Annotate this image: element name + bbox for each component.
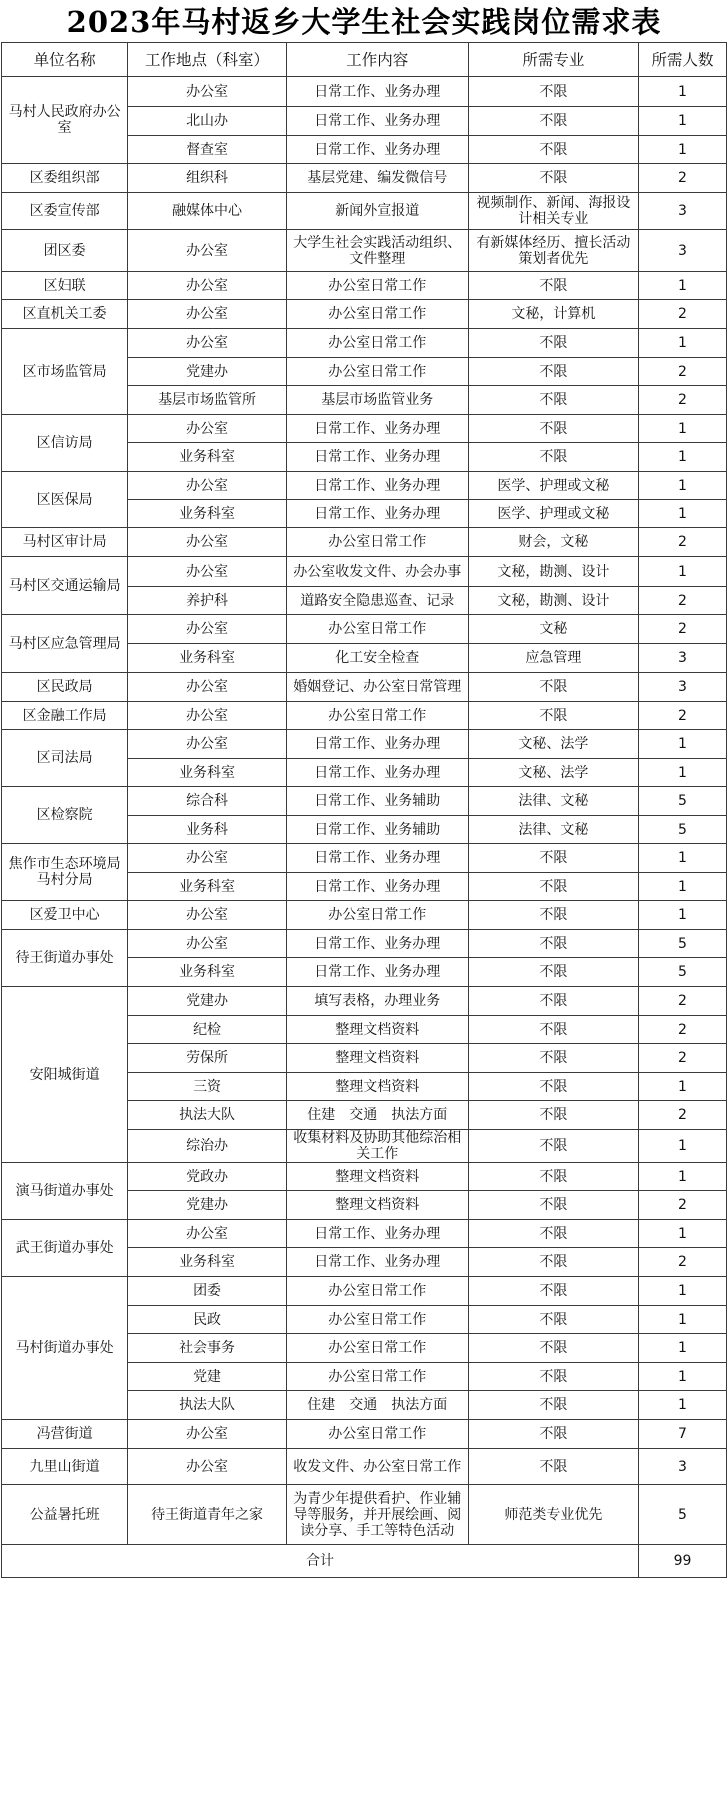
major-cell: 不限 [468,1191,638,1220]
content-cell: 办公室日常工作 [286,702,468,730]
unit-name-cell: 区司法局 [2,730,128,787]
location-cell: 办公室 [128,77,287,107]
major-cell: 医学、护理或文秘 [468,472,638,500]
unit-name-cell: 区妇联 [2,272,128,300]
major-cell: 不限 [468,702,638,730]
table-row [2,730,727,759]
location-cell: 执法大队 [128,1101,287,1130]
major-cell: 不限 [468,1391,638,1420]
table-row [2,77,727,107]
major-cell: 财会，文秘 [468,528,638,557]
content-cell: 收集材料及协助其他综治相关工作 [286,1130,468,1163]
table-row [2,1420,727,1449]
major-cell: 不限 [468,415,638,443]
count-cell: 1 [638,1073,726,1101]
total-label: 合计 [2,1545,639,1578]
major-cell: 医学、护理或文秘 [468,500,638,528]
count-cell: 1 [638,443,726,472]
location-cell: 业务科室 [128,958,287,987]
content-cell: 日常工作、业务辅助 [286,787,468,816]
content-cell: 日常工作、业务办理 [286,415,468,443]
header-content: 工作内容 [286,43,468,77]
content-cell: 为青少年提供看护、作业辅导等服务，并开展绘画、阅读分享、手工等特色活动 [286,1485,468,1545]
content-cell: 整理文档资料 [286,1191,468,1220]
content-cell: 日常工作、业务办理 [286,500,468,528]
major-cell: 不限 [468,136,638,164]
major-cell: 不限 [468,1277,638,1306]
count-cell: 1 [638,1220,726,1248]
table-row [2,901,727,930]
location-cell: 党建办 [128,1191,287,1220]
content-cell: 日常工作、业务办理 [286,77,468,107]
content-cell: 基层市场监管业务 [286,386,468,415]
location-cell: 办公室 [128,415,287,443]
count-cell: 7 [638,1420,726,1449]
content-cell: 日常工作、业务办理 [286,443,468,472]
location-cell: 办公室 [128,702,287,730]
count-cell: 1 [638,1334,726,1363]
unit-name-cell: 马村人民政府办公室 [2,77,128,164]
content-cell: 办公室日常工作 [286,1363,468,1391]
location-cell: 办公室 [128,1420,287,1449]
location-cell: 办公室 [128,472,287,500]
count-cell: 2 [638,300,726,329]
location-cell: 执法大队 [128,1391,287,1420]
major-cell: 应急管理 [468,644,638,673]
content-cell: 日常工作、业务办理 [286,107,468,136]
content-cell: 收发文件、办公室日常工作 [286,1449,468,1485]
content-cell: 日常工作、业务办理 [286,730,468,759]
major-cell: 视频制作、新闻、海报设计相关专业 [468,193,638,230]
count-cell: 1 [638,136,726,164]
major-cell: 不限 [468,930,638,958]
content-cell: 日常工作、业务办理 [286,472,468,500]
unit-name-cell: 马村街道办事处 [2,1277,128,1420]
location-cell: 业务科室 [128,443,287,472]
major-cell: 不限 [468,1016,638,1044]
location-cell: 综合科 [128,787,287,816]
major-cell: 文秘，计算机 [468,300,638,329]
table-row [2,702,727,730]
major-cell: 不限 [468,844,638,873]
count-cell: 1 [638,107,726,136]
count-cell: 2 [638,164,726,193]
header-major: 所需专业 [468,43,638,77]
location-cell: 党政办 [128,1163,287,1191]
unit-name-cell: 安阳城街道 [2,987,128,1163]
unit-name-cell: 公益暑托班 [2,1485,128,1545]
page-title: 2023年马村返乡大学生社会实践岗位需求表 [66,5,662,39]
table-row [2,1163,727,1191]
table-row [2,930,727,958]
content-cell: 化工安全检查 [286,644,468,673]
major-cell: 不限 [468,901,638,930]
header-unit: 单位名称 [2,43,128,77]
content-cell: 办公室日常工作 [286,1306,468,1334]
location-cell: 业务科室 [128,873,287,901]
location-cell: 劳保所 [128,1044,287,1073]
major-cell: 不限 [468,443,638,472]
table-row [2,787,727,816]
count-cell: 2 [638,615,726,644]
major-cell: 文秘、法学 [468,759,638,787]
major-cell: 不限 [468,1073,638,1101]
location-cell: 办公室 [128,673,287,702]
table-row [2,193,727,230]
table-row [2,1485,727,1545]
unit-name-cell: 焦作市生态环境局马村分局 [2,844,128,901]
unit-name-cell: 区检察院 [2,787,128,844]
job-table [1,42,727,1578]
count-cell: 2 [638,1248,726,1277]
location-cell: 业务科室 [128,1248,287,1277]
major-cell: 师范类专业优先 [468,1485,638,1545]
content-cell: 婚姻登记、办公室日常管理 [286,673,468,702]
location-cell: 三资 [128,1073,287,1101]
table-row [2,230,727,272]
unit-name-cell: 马村区应急管理局 [2,615,128,673]
major-cell: 不限 [468,1163,638,1191]
unit-name-cell: 待王街道办事处 [2,930,128,987]
count-cell: 1 [638,557,726,587]
major-cell: 不限 [468,873,638,901]
unit-name-cell: 区直机关工委 [2,300,128,329]
major-cell: 不限 [468,358,638,386]
major-cell: 不限 [468,107,638,136]
location-cell: 党建办 [128,358,287,386]
location-cell: 民政 [128,1306,287,1334]
major-cell: 不限 [468,1449,638,1485]
table-row [2,1220,727,1248]
count-cell: 5 [638,930,726,958]
table-row [2,300,727,329]
major-cell: 不限 [468,164,638,193]
table-row [2,472,727,500]
content-cell: 办公室日常工作 [286,901,468,930]
count-cell: 1 [638,415,726,443]
unit-name-cell: 区市场监管局 [2,329,128,415]
content-cell: 办公室日常工作 [286,1420,468,1449]
major-cell: 文秘，勘测、设计 [468,587,638,615]
table-header-row [2,43,727,77]
content-cell: 办公室日常工作 [286,1277,468,1306]
count-cell: 2 [638,358,726,386]
unit-name-cell: 区金融工作局 [2,702,128,730]
count-cell: 2 [638,1101,726,1130]
unit-name-cell: 区医保局 [2,472,128,528]
unit-name-cell: 九里山街道 [2,1449,128,1485]
location-cell: 办公室 [128,1220,287,1248]
location-cell: 业务科室 [128,759,287,787]
count-cell: 1 [638,844,726,873]
location-cell: 办公室 [128,730,287,759]
count-cell: 5 [638,958,726,987]
count-cell: 2 [638,587,726,615]
major-cell: 不限 [468,1101,638,1130]
content-cell: 日常工作、业务办理 [286,930,468,958]
content-cell: 办公室收发文件、办会办事 [286,557,468,587]
count-cell: 3 [638,193,726,230]
major-cell: 文秘，勘测、设计 [468,557,638,587]
major-cell: 不限 [468,77,638,107]
unit-name-cell: 武王街道办事处 [2,1220,128,1277]
major-cell: 不限 [468,1130,638,1163]
unit-name-cell: 区委组织部 [2,164,128,193]
major-cell: 不限 [468,1248,638,1277]
content-cell: 办公室日常工作 [286,528,468,557]
location-cell: 办公室 [128,300,287,329]
count-cell: 2 [638,528,726,557]
content-cell: 道路安全隐患巡查、记录 [286,587,468,615]
count-cell: 3 [638,230,726,272]
location-cell: 纪检 [128,1016,287,1044]
count-cell: 1 [638,500,726,528]
table-row [2,528,727,557]
content-cell: 日常工作、业务辅助 [286,816,468,844]
location-cell: 社会事务 [128,1334,287,1363]
count-cell: 1 [638,901,726,930]
total-value: 99 [638,1545,726,1578]
count-cell: 1 [638,1391,726,1420]
major-cell: 不限 [468,1420,638,1449]
header-location: 工作地点（科室） [128,43,287,77]
content-cell: 办公室日常工作 [286,615,468,644]
count-cell: 3 [638,1449,726,1485]
major-cell: 不限 [468,1334,638,1363]
count-cell: 2 [638,386,726,415]
count-cell: 5 [638,787,726,816]
count-cell: 1 [638,472,726,500]
content-cell: 填写表格，办理业务 [286,987,468,1016]
count-cell: 1 [638,1306,726,1334]
major-cell: 不限 [468,1306,638,1334]
content-cell: 整理文档资料 [286,1016,468,1044]
major-cell: 不限 [468,673,638,702]
count-cell: 2 [638,1044,726,1073]
major-cell: 有新媒体经历、擅长活动策划者优先 [468,230,638,272]
count-cell: 1 [638,1277,726,1306]
location-cell: 待王街道青年之家 [128,1485,287,1545]
location-cell: 业务科室 [128,644,287,673]
count-cell: 2 [638,987,726,1016]
content-cell: 整理文档资料 [286,1073,468,1101]
location-cell: 办公室 [128,930,287,958]
table-row [2,557,727,587]
major-cell: 不限 [468,1220,638,1248]
location-cell: 北山办 [128,107,287,136]
major-cell: 文秘、法学 [468,730,638,759]
location-cell: 党建 [128,1363,287,1391]
content-cell: 日常工作、业务办理 [286,873,468,901]
location-cell: 业务科 [128,816,287,844]
content-cell: 日常工作、业务办理 [286,1220,468,1248]
content-cell: 办公室日常工作 [286,272,468,300]
table-body [2,77,727,1545]
unit-name-cell: 区信访局 [2,415,128,472]
table-row [2,1449,727,1485]
table-row [2,844,727,873]
count-cell: 1 [638,272,726,300]
content-cell: 新闻外宣报道 [286,193,468,230]
major-cell: 不限 [468,386,638,415]
content-cell: 整理文档资料 [286,1044,468,1073]
count-cell: 5 [638,816,726,844]
location-cell: 办公室 [128,1449,287,1485]
location-cell: 办公室 [128,844,287,873]
content-cell: 日常工作、业务办理 [286,844,468,873]
location-cell: 养护科 [128,587,287,615]
major-cell: 法律、文秘 [468,816,638,844]
location-cell: 督查室 [128,136,287,164]
unit-name-cell: 马村区审计局 [2,528,128,557]
location-cell: 组织科 [128,164,287,193]
location-cell: 团委 [128,1277,287,1306]
table-row [2,987,727,1016]
table-row [2,164,727,193]
count-cell: 1 [638,329,726,358]
major-cell: 不限 [468,958,638,987]
major-cell: 法律、文秘 [468,787,638,816]
location-cell: 办公室 [128,615,287,644]
location-cell: 基层市场监管所 [128,386,287,415]
table-row [2,272,727,300]
location-cell: 党建办 [128,987,287,1016]
location-cell: 融媒体中心 [128,193,287,230]
count-cell: 1 [638,873,726,901]
unit-name-cell: 冯营街道 [2,1420,128,1449]
major-cell: 不限 [468,987,638,1016]
content-cell: 办公室日常工作 [286,358,468,386]
content-cell: 住建 交通 执法方面 [286,1391,468,1420]
major-cell: 不限 [468,1363,638,1391]
content-cell: 住建 交通 执法方面 [286,1101,468,1130]
count-cell: 2 [638,1191,726,1220]
count-cell: 1 [638,759,726,787]
unit-name-cell: 区委宣传部 [2,193,128,230]
count-cell: 1 [638,1163,726,1191]
count-cell: 3 [638,644,726,673]
table-row [2,673,727,702]
content-cell: 大学生社会实践活动组织、文件整理 [286,230,468,272]
location-cell: 办公室 [128,557,287,587]
unit-name-cell: 区爱卫中心 [2,901,128,930]
major-cell: 不限 [468,272,638,300]
unit-name-cell: 区民政局 [2,673,128,702]
content-cell: 日常工作、业务办理 [286,136,468,164]
table-row [2,615,727,644]
unit-name-cell: 团区委 [2,230,128,272]
content-cell: 办公室日常工作 [286,300,468,329]
major-cell: 不限 [468,1044,638,1073]
location-cell: 办公室 [128,329,287,358]
content-cell: 整理文档资料 [286,1163,468,1191]
total-row [2,1545,727,1578]
count-cell: 2 [638,1016,726,1044]
unit-name-cell: 马村区交通运输局 [2,557,128,615]
location-cell: 办公室 [128,230,287,272]
count-cell: 1 [638,730,726,759]
count-cell: 3 [638,673,726,702]
table-row [2,329,727,358]
unit-name-cell: 演马街道办事处 [2,1163,128,1220]
content-cell: 办公室日常工作 [286,329,468,358]
content-cell: 办公室日常工作 [286,1334,468,1363]
major-cell: 不限 [468,329,638,358]
count-cell: 2 [638,702,726,730]
count-cell: 1 [638,1130,726,1163]
location-cell: 办公室 [128,272,287,300]
table-row [2,415,727,443]
content-cell: 日常工作、业务办理 [286,759,468,787]
content-cell: 基层党建、编发微信号 [286,164,468,193]
header-count: 所需人数 [638,43,726,77]
count-cell: 5 [638,1485,726,1545]
content-cell: 日常工作、业务办理 [286,1248,468,1277]
content-cell: 日常工作、业务办理 [286,958,468,987]
table-row [2,1277,727,1306]
location-cell: 办公室 [128,528,287,557]
count-cell: 1 [638,77,726,107]
major-cell: 文秘 [468,615,638,644]
location-cell: 综治办 [128,1130,287,1163]
location-cell: 办公室 [128,901,287,930]
location-cell: 业务科室 [128,500,287,528]
count-cell: 1 [638,1363,726,1391]
